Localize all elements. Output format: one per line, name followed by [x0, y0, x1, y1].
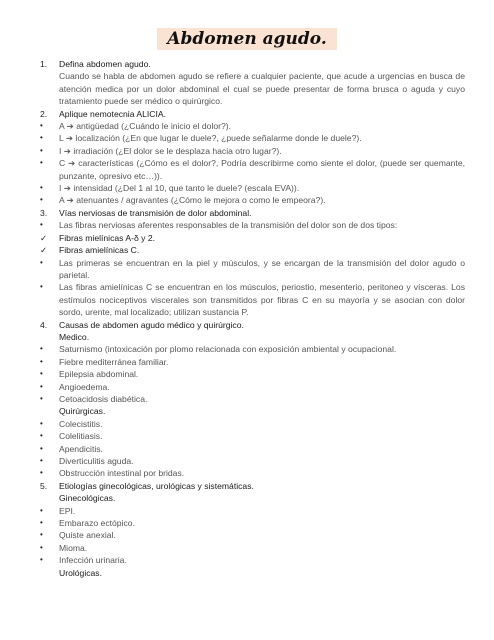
bullet-icon: •	[40, 418, 43, 428]
numbered-heading	[40, 207, 465, 219]
bullet-icon: •	[40, 393, 43, 403]
item-text: EPI.	[59, 505, 76, 516]
subheading	[40, 567, 465, 579]
bullet-icon: •	[40, 356, 43, 366]
bullet-icon: •	[40, 133, 43, 143]
checkmark-icon: ✓	[40, 245, 48, 256]
paragraph	[40, 70, 465, 107]
list-item	[40, 381, 465, 393]
item-text: Ginecológicas.	[59, 493, 116, 504]
list-item	[40, 542, 465, 554]
bullet-icon: •	[40, 381, 43, 391]
check-item	[40, 244, 465, 256]
item-text: Angioedema.	[59, 381, 110, 392]
item-text: Vías nerviosas de transmisión de dolor abdominal.	[59, 207, 252, 218]
item-text: L ➔ localización (¿En que lugar le duele?, ¿puede señalarme donde le duele?).	[59, 133, 362, 144]
bullet-icon: •	[40, 195, 43, 205]
item-text: Obstrucción intestinal por bridas.	[59, 468, 185, 479]
numbered-heading	[40, 319, 465, 331]
item-text: I ➔ irradiación (¿El dolor se le desplaza hacia otro lugar?).	[59, 145, 282, 156]
item-text: Urológicas.	[59, 567, 102, 578]
subheading	[40, 331, 465, 343]
bullet-icon: •	[40, 431, 43, 441]
item-text: Aplique nemotecnia ALICIA.	[59, 108, 167, 119]
bullet-icon: •	[40, 183, 43, 193]
item-text: C ➔ características (¿Cómo es el dolor?, Podría describirme como siente el dolor, (puede ser quemante, punzante, opresivo etc…)).	[59, 158, 465, 181]
list-item	[40, 145, 465, 157]
item-text: Mioma.	[59, 542, 88, 553]
item-text: Apendicitis.	[59, 443, 103, 454]
bullet-icon: •	[40, 518, 43, 528]
list-item	[40, 393, 465, 405]
bullet-icon: •	[40, 542, 43, 552]
list-item	[40, 529, 465, 541]
item-text: A ➔ antigüedad (¿Cuándo le inicio el dolor?).	[59, 121, 232, 132]
numbered-heading	[40, 58, 465, 70]
item-text: Defina abdomen agudo.	[59, 59, 151, 69]
list-item	[40, 157, 465, 182]
list-item	[40, 120, 465, 132]
bullet-icon: •	[40, 468, 43, 478]
subheading	[40, 405, 465, 417]
item-text: Las fibras nerviosas aferentes responsables de la transmisión del dolor son de dos tipos:	[59, 220, 398, 231]
item-text: Las primeras se encuentran en la piel y músculos, y se encargan de la transmisión del dolor agudo o parietal.	[59, 257, 465, 280]
list-item	[40, 517, 465, 529]
checkmark-icon: ✓	[40, 232, 48, 243]
title-container	[0, 28, 494, 50]
list-item	[40, 418, 465, 430]
list-number: 4.	[40, 319, 48, 330]
numbered-heading	[40, 108, 465, 120]
list-item	[40, 443, 465, 455]
list-item	[40, 554, 465, 566]
bullet-icon: •	[40, 456, 43, 465]
item-text: Embarazo ectópico.	[59, 518, 135, 529]
bullet-icon: •	[40, 282, 43, 292]
bullet-icon: •	[40, 220, 43, 230]
bullet-icon: •	[40, 145, 43, 155]
item-text: Causas de abdomen agudo médico y quirúrgico.	[59, 319, 244, 330]
item-text: Colecistitis.	[59, 418, 103, 429]
check-item	[40, 232, 465, 244]
document-body	[40, 58, 465, 579]
list-item	[40, 455, 465, 467]
list-item	[40, 281, 465, 318]
list-number: 2.	[40, 108, 48, 119]
item-text: Fibras amielínicas C.	[59, 245, 140, 256]
item-text: I ➔ intensidad (¿Del 1 al 10, que tanto le duele? (escala EVA)).	[59, 183, 300, 194]
bullet-icon: •	[40, 369, 43, 379]
item-text: Epilepsia abdominal.	[59, 369, 139, 380]
list-item	[40, 467, 465, 479]
bullet-icon: •	[40, 344, 43, 354]
bullet-icon: •	[40, 158, 43, 168]
list-number: 1.	[40, 59, 48, 69]
item-text: Colelitiasis.	[59, 431, 103, 442]
bullet-icon: •	[40, 121, 43, 131]
bullet-icon: •	[40, 555, 43, 565]
item-text: Infección urinaria.	[59, 555, 127, 566]
list-item	[40, 219, 465, 231]
numbered-heading	[40, 480, 465, 492]
item-text: A ➔ atenuantes / agravantes (¿Cómo le mejora o como le empeora?).	[59, 195, 326, 206]
list-item	[40, 505, 465, 517]
item-text: Fiebre mediterránea familiar.	[59, 356, 169, 367]
list-item	[40, 257, 465, 282]
list-item	[40, 430, 465, 442]
list-number: 3.	[40, 207, 48, 218]
list-item	[40, 356, 465, 368]
bullet-icon: •	[40, 443, 43, 453]
list-item	[40, 343, 465, 355]
list-item	[40, 368, 465, 380]
item-text: Saturnismo (intoxicación por plomo relacionada con exposición ambiental y ocupacional.	[59, 344, 397, 355]
item-text: Quiste anexial.	[59, 530, 116, 541]
item-text: Quirúrgicas.	[59, 406, 106, 417]
list-number: 5.	[40, 480, 48, 491]
item-text: Diverticulitis aguda.	[59, 456, 134, 466]
item-text: Etiologías ginecológicas, urológicas y sistemáticas.	[59, 480, 254, 491]
page-title: Abdomen agudo.	[157, 28, 337, 50]
item-text: Medico.	[59, 331, 90, 342]
list-item	[40, 194, 465, 206]
list-item	[40, 132, 465, 144]
bullet-icon: •	[40, 257, 43, 267]
item-text: Cetoacidosis diabética.	[59, 393, 148, 404]
item-text: Cuando se habla de abdomen agudo se refiere a cualquier paciente, que acude a urgencias en busca de atención medica por un dolor abdominal el cual se puede presentar de forma brusca o aguda y cuyo tratamiento puede ser médico o quirúrgico.	[59, 71, 465, 107]
subheading	[40, 492, 465, 504]
bullet-icon: •	[40, 530, 43, 540]
list-item	[40, 182, 465, 194]
bullet-icon: •	[40, 505, 43, 515]
item-text: Las fibras amielínicas C se encuentran en los músculos, periostio, mesenterio, peritoneo y vísceras. Los estímulos nociceptivos viscerales son transmitidos por fibras C en su mayoría y se asocian con dolor sordo, urente, mal localizado; utilizan sustancia P.	[59, 282, 465, 318]
item-text: Fibras mielínicas A-δ y 2.	[59, 232, 155, 243]
